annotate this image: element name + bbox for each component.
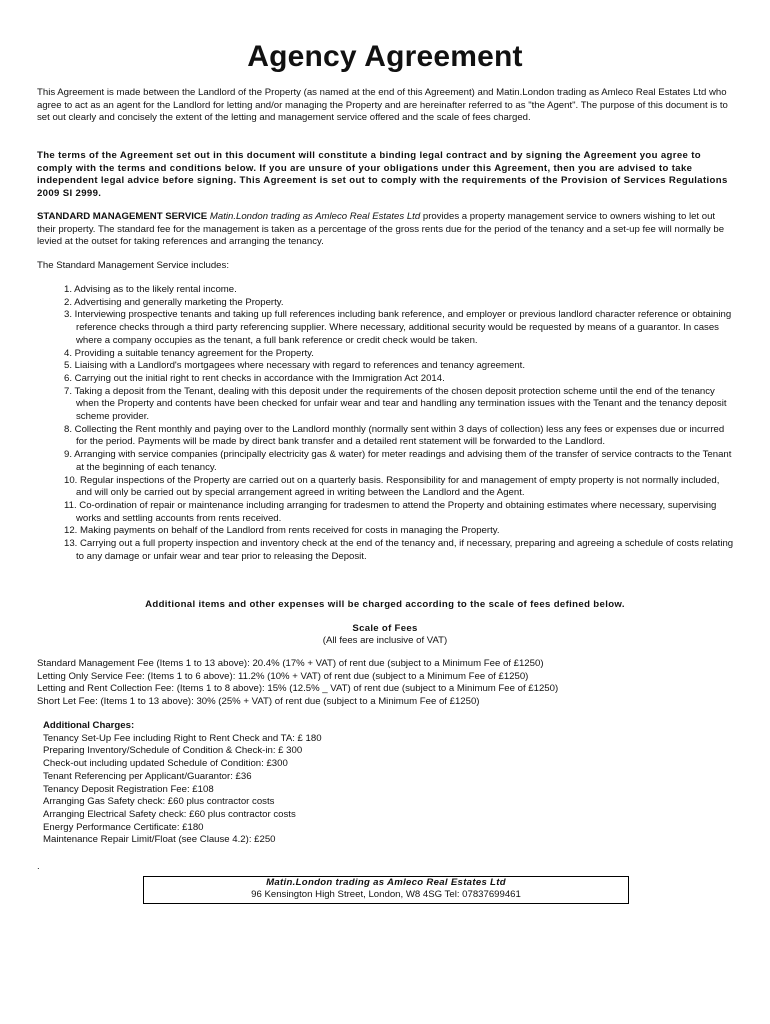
charge-line: Maintenance Repair Limit/Float (see Clause 4.2): £250 <box>43 834 276 846</box>
intro-paragraph: This Agreement is made between the Landlord of the Property (as named at the end of this Agreement) and Matin.London trading as Amleco Real Estates Ltd who agree to act as an agent for the Landlord for letting and/or managing the Property and are hereinafter referred to as "the Agent". The purpose of this document is to set out clearly and concisely the extent of the letting and management service offered and the scale of fees charged. <box>37 87 728 124</box>
charge-line: Tenancy Deposit Registration Fee: £108 <box>43 783 214 795</box>
footer-box <box>143 876 629 904</box>
list-item: 10. Regular inspections of the Property are carried out on a quarterly basis. Responsibility for and management of empty property is not normally included, and will only be carried out by special arrangement agreed in writing between the Landlord and the Agent. <box>64 474 720 499</box>
charge-line: Tenant Referencing per Applicant/Guarantor: £36 <box>43 770 252 782</box>
standard-service-paragraph <box>37 211 733 249</box>
service-items-list <box>64 284 734 563</box>
list-item: 13. Carrying out a full property inspection and inventory check at the end of the tenancy and, if necessary, preparing and agreeing a schedule of costs relating to any damage or unfair wear and tear prior to releasing the Deposit. <box>64 538 734 562</box>
terms-paragraph: The terms of the Agreement set out in this document will constitute a binding legal contract and by signing the Agreement you agree to comply with the terms and conditions below. If you are unsure of your obligations under this Agreement, then you are advised to take independent legal advice before signing. This Agreement is set out to comply with the requirements of the Provision of Services Regulations 2009 SI 2999. <box>37 150 728 200</box>
page-title: Agency Agreement <box>247 40 523 73</box>
stray-dot: . <box>37 861 40 872</box>
charge-line: Arranging Electrical Safety check: £60 plus contractor costs <box>43 808 296 820</box>
list-item: 1. Advising as to the likely rental income. <box>64 284 237 295</box>
list-item: 9. Arranging with service companies (principally electricity gas & water) for meter readings and advising them of the transfer of service contracts to the Tenant at the beginning of each tenancy. <box>64 449 732 473</box>
additional-charges-heading: Additional Charges: <box>43 720 135 731</box>
charge-line: Energy Performance Certificate: £180 <box>43 821 204 833</box>
footer-address: 96 Kensington High Street, London, W8 4SG Tel: 07837699461 <box>251 889 521 900</box>
company-name: Matin.London trading as Amleco Real Estates Ltd <box>209 211 421 222</box>
standard-service-text: provides a property management service to owners wishing to let out their property. The standard fee for the management is taken as a percentage of the gross rents due for the period of the tenancy and a set-up fee will normally be levied at the outset for taking references and arranging the tenancy. <box>37 211 725 248</box>
includes-label: The Standard Management Service includes: <box>37 260 229 271</box>
charge-line: Preparing Inventory/Schedule of Condition & Check-in: £ 300 <box>43 745 303 757</box>
list-item: 11. Co-ordination of repair or maintenance including arranging for tradesmen to attend the Property and obtaining estimates where necessary, supervising works and settling accounts from rents received. <box>64 499 717 524</box>
charge-line: Check-out including updated Schedule of Condition: £300 <box>43 758 288 770</box>
charge-line: Tenancy Set-Up Fee including Right to Rent Check and TA: £ 180 <box>43 732 322 744</box>
fee-line: Letting Only Service Fee: (Items 1 to 6 above): 11.2% (10% + VAT) of rent due (subject to a Minimum Fee of £1250) <box>37 670 529 682</box>
charge-line: Arranging Gas Safety check: £60 plus contractor costs <box>43 796 275 808</box>
list-item: 8. Collecting the Rent monthly and paying over to the Landlord monthly (normally sent within 3 days of collection) less any fees or expenses due or incurred for the period. Payments will be made by direct bank transfer and a detailed rent statement will be forwarded to the Landlord. <box>64 423 725 448</box>
footer-company: Matin.London trading as Amleco Real Estates Ltd <box>266 877 506 888</box>
standard-service-label: STANDARD MANAGEMENT SERVICE <box>37 211 208 222</box>
list-item: 6. Carrying out the initial right to rent checks in accordance with the Immigration Act 2014. <box>64 372 445 384</box>
list-item: 3. Interviewing prospective tenants and taking up full references including bank reference, and employer or previous landlord character reference or obtaining reference checks through a third party referencing supplier. Where necessary, additional security would be requested by means of a guarantor. In cases where a company occupies as the tenant, a full bank reference or credit check would be taken. <box>64 309 732 346</box>
fee-line: Short Let Fee: (Items 1 to 13 above): 30% (25% + VAT) of rent due (subject to a Minimum Fee of £1250) <box>37 696 480 708</box>
list-item: 2. Advertising and generally marketing the Property. <box>64 296 284 308</box>
additional-charges <box>43 720 543 847</box>
fee-line: Letting and Rent Collection Fee: (Items 1 to 8 above): 15% (12.5% _ VAT) of rent due (subject to a Minimum Fee of £1250) <box>37 683 559 695</box>
scale-of-fees-heading: Scale of Fees <box>352 623 418 634</box>
list-item: 7. Taking a deposit from the Tenant, dealing with this deposit under the requirements of the chosen deposit protection scheme until the end of the tenancy when the Property and contents have been checked for unfair wear and tear and handling any termination issues with the Tenant and the tenancy deposit scheme provider. <box>64 385 727 423</box>
list-item: 12. Making payments on behalf of the Landlord from rents received for costs in managing the Property. <box>64 525 500 537</box>
scale-of-fees-subheading: (All fees are inclusive of VAT) <box>322 635 448 646</box>
additional-expenses-note: Additional items and other expenses will be charged according to the scale of fees defined below. <box>145 599 625 610</box>
fee-list <box>37 658 733 709</box>
list-item: 4. Providing a suitable tenancy agreement for the Property. <box>64 347 314 359</box>
fee-line: Standard Management Fee (Items 1 to 13 above): 20.4% (17% + VAT) of rent due (subject to a Minimum Fee of £1250) <box>37 658 544 669</box>
list-item: 5. Liaising with a Landlord's mortgagees where necessary with regard to references and tenancy agreement. <box>64 360 525 372</box>
